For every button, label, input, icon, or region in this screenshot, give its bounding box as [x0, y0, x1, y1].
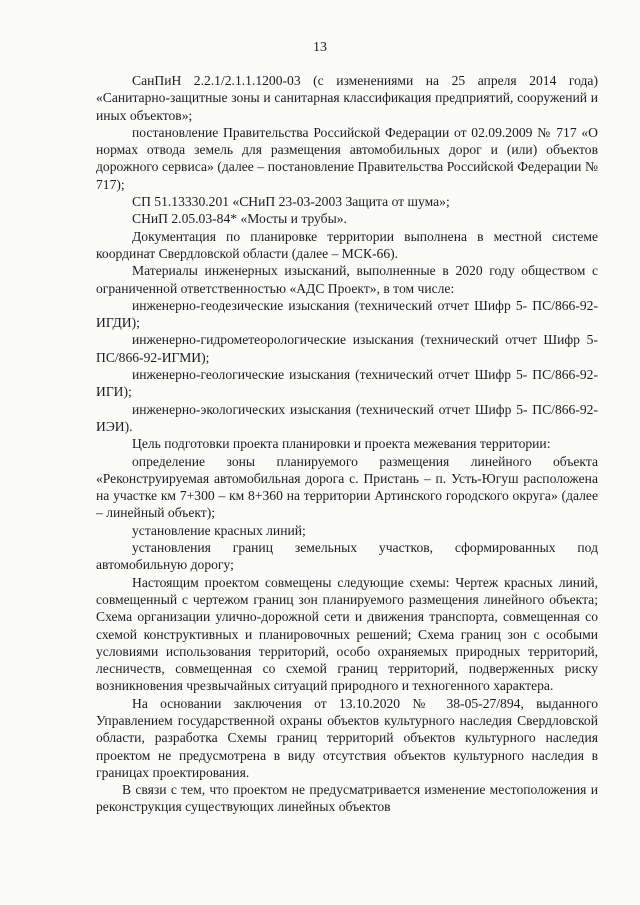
paragraph-red-lines: установление красных линий; — [132, 522, 306, 538]
paragraph-cultural-heritage: На основании заключения от 13.10.2020 № 38-05-27/894, выданного Управлением государственной охраны объектов культурного наследия Свердловской области, разработка Схемы границ территорий объектов культурного наследия проектом не предусмотрена в виду отсутствия объектов культурного наследия в границах проектирования. — [96, 695, 598, 780]
paragraph-sp-noise: СП 51.13330.201 «СНиП 23-03-2003 Защита от шума»; — [132, 194, 450, 210]
paragraph-project-goal: Цель подготовки проекта планировки и проекта межевания территории: — [132, 436, 551, 452]
paragraph-geological-survey: инженерно-геологические изыскания (технический отчет Шифр 5- ПС/866-92-ИГИ); — [96, 367, 598, 400]
paragraph-land-boundaries: установления границ земельных участков, сформированных под автомобильную дорогу; — [96, 540, 598, 573]
paragraph-government-decree: постановление Правительства Российской Федерации от 02.09.2009 № 717 «О нормах отвода земель для размещения автомобильных дорог и (или) объектов дорожного сервиса» (далее – постановление Правительства Российской Федерации № 717); — [96, 124, 598, 192]
paragraph-ecological-survey: инженерно-экологических изыскания (технический отчет Шифр 5- ПС/866-92-ИЭИ). — [96, 401, 598, 434]
paragraph-sanpin: СанПиН 2.2.1/2.1.1.1200-03 (с изменениями на 25 апреля 2014 года) «Санитарно-защитные зоны и санитарная классификация предприятий, сооружений и иных объектов»; — [96, 73, 598, 123]
paragraph-combined-schemes: Настоящим проектом совмещены следующие схемы: Чертеж красных линий, совмещенный с чертежом границ зон планируемого размещения линейного объекта; Схема организации улично-дорожной сети и движения транспорта, совмещенная со схемой конструктивных и планировочных решений; Схема границ зон с особыми условиями использования территорий, особо охраняемых природных территорий, лесничеств, совмещенная со схемой границ территорий, подверженных риску возникновения чрезвычайных ситуаций природного и техногенного характера. — [96, 574, 598, 694]
paragraph-zone-definition: определение зоны планируемого размещения линейного объекта «Реконструируемая автомобильная дорога с. Пристань – п. Усть-Югуш расположена на участке км 7+300 – км 8+360 на территории Артинского городского округа» (далее – линейный объект); — [96, 453, 598, 521]
paragraph-survey-materials: Материалы инженерных изысканий, выполненные в 2020 году обществом с ограниченной ответственностью «АДС Проект», в том числе: — [96, 263, 598, 296]
paragraph-hydrometeorological-survey: инженерно-гидрометеорологические изыскания (технический отчет Шифр 5-ПС/866-92-ИГМИ); — [96, 332, 598, 365]
paragraph-no-relocation: В связи с тем, что проектом не предусматривается изменение местоположения и реконструкция существующих линейных объектов — [96, 782, 598, 815]
page-number: 13 — [313, 40, 327, 55]
document-body — [96, 72, 598, 816]
paragraph-snip-bridges: СНиП 2.05.03-84* «Мосты и трубы». — [132, 211, 347, 227]
paragraph-coordinate-system: Документация по планировке территории выполнена в местной системе координат Свердловской области (далее – МСК-66). — [96, 228, 598, 261]
paragraph-geodetic-survey: инженерно-геодезические изыскания (технический отчет Шифр 5- ПС/866-92-ИГДИ); — [96, 297, 598, 331]
